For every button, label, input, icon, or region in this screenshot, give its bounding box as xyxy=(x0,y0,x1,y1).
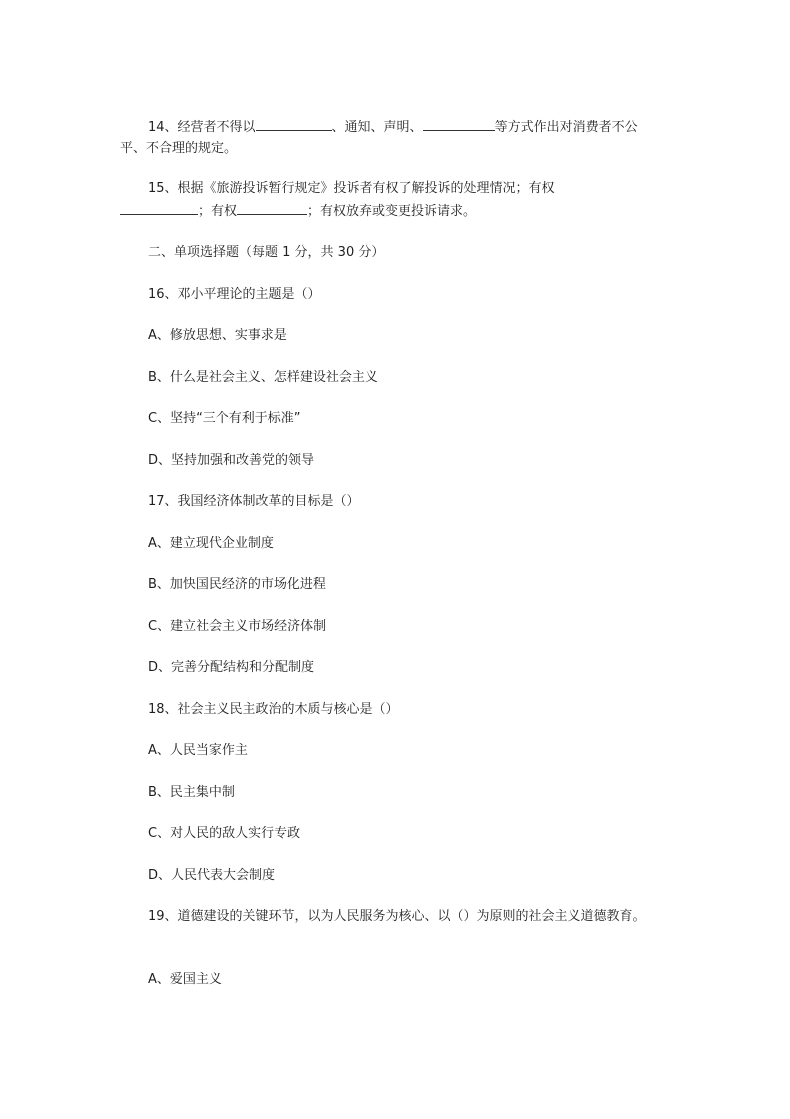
question-14-line-1 xyxy=(148,118,638,137)
fill-blank xyxy=(120,202,198,215)
option: A、爱国主义 xyxy=(148,972,222,987)
question-15-line-2 xyxy=(120,202,476,221)
option: D、坚持加强和改善党的领导 xyxy=(148,453,315,468)
question-stem: 16、邓小平理论的主题是（） xyxy=(148,287,321,302)
option: D、人民代表大会制度 xyxy=(148,868,276,883)
question-14-line-2: 平、不合理的规定。 xyxy=(120,141,238,156)
q14-text-1: 14、经营者不得以 xyxy=(148,120,256,135)
option: B、什么是社会主义、怎样建设社会主义 xyxy=(148,370,378,385)
fill-blank xyxy=(237,202,307,215)
q15-text-3: ；有权放弃或变更投诉请求。 xyxy=(307,204,477,219)
question-stem: 18、社会主义民主政治的木质与核心是（） xyxy=(148,702,399,717)
fill-blank xyxy=(256,118,332,131)
option: C、坚持“三个有利于标准” xyxy=(148,411,301,426)
option: C、对人民的敌人实行专政 xyxy=(148,826,301,841)
q14-text-2: 、通知、声明、 xyxy=(331,120,423,135)
question-stem: 17、我国经济体制改革的目标是（） xyxy=(148,494,360,509)
q15-text-2: ；有权 xyxy=(198,204,238,219)
option: A、人民当家作主 xyxy=(148,743,248,758)
fill-blank xyxy=(423,118,495,131)
option: B、民主集中制 xyxy=(148,785,235,800)
section-heading: 二、单项选择题（每题 1 分，共 30 分） xyxy=(148,245,385,260)
q14-text-3: 等方式作出对消费者不公 xyxy=(494,120,638,135)
option: B、加快国民经济的市场化进程 xyxy=(148,577,326,592)
question-15-line-1: 15、根据《旅游投诉暂行规定》投诉者有权了解投诉的处理情况；有权 xyxy=(148,181,555,196)
option: C、建立社会主义市场经济体制 xyxy=(148,619,327,634)
option: A、建立现代企业制度 xyxy=(148,536,274,551)
option: D、完善分配结构和分配制度 xyxy=(148,660,315,675)
option: A、修放思想、实事求是 xyxy=(148,328,287,343)
question-stem: 19、道德建设的关键环节，以为人民服务为核心、以（）为原则的社会主义道德教育。 xyxy=(148,909,646,924)
